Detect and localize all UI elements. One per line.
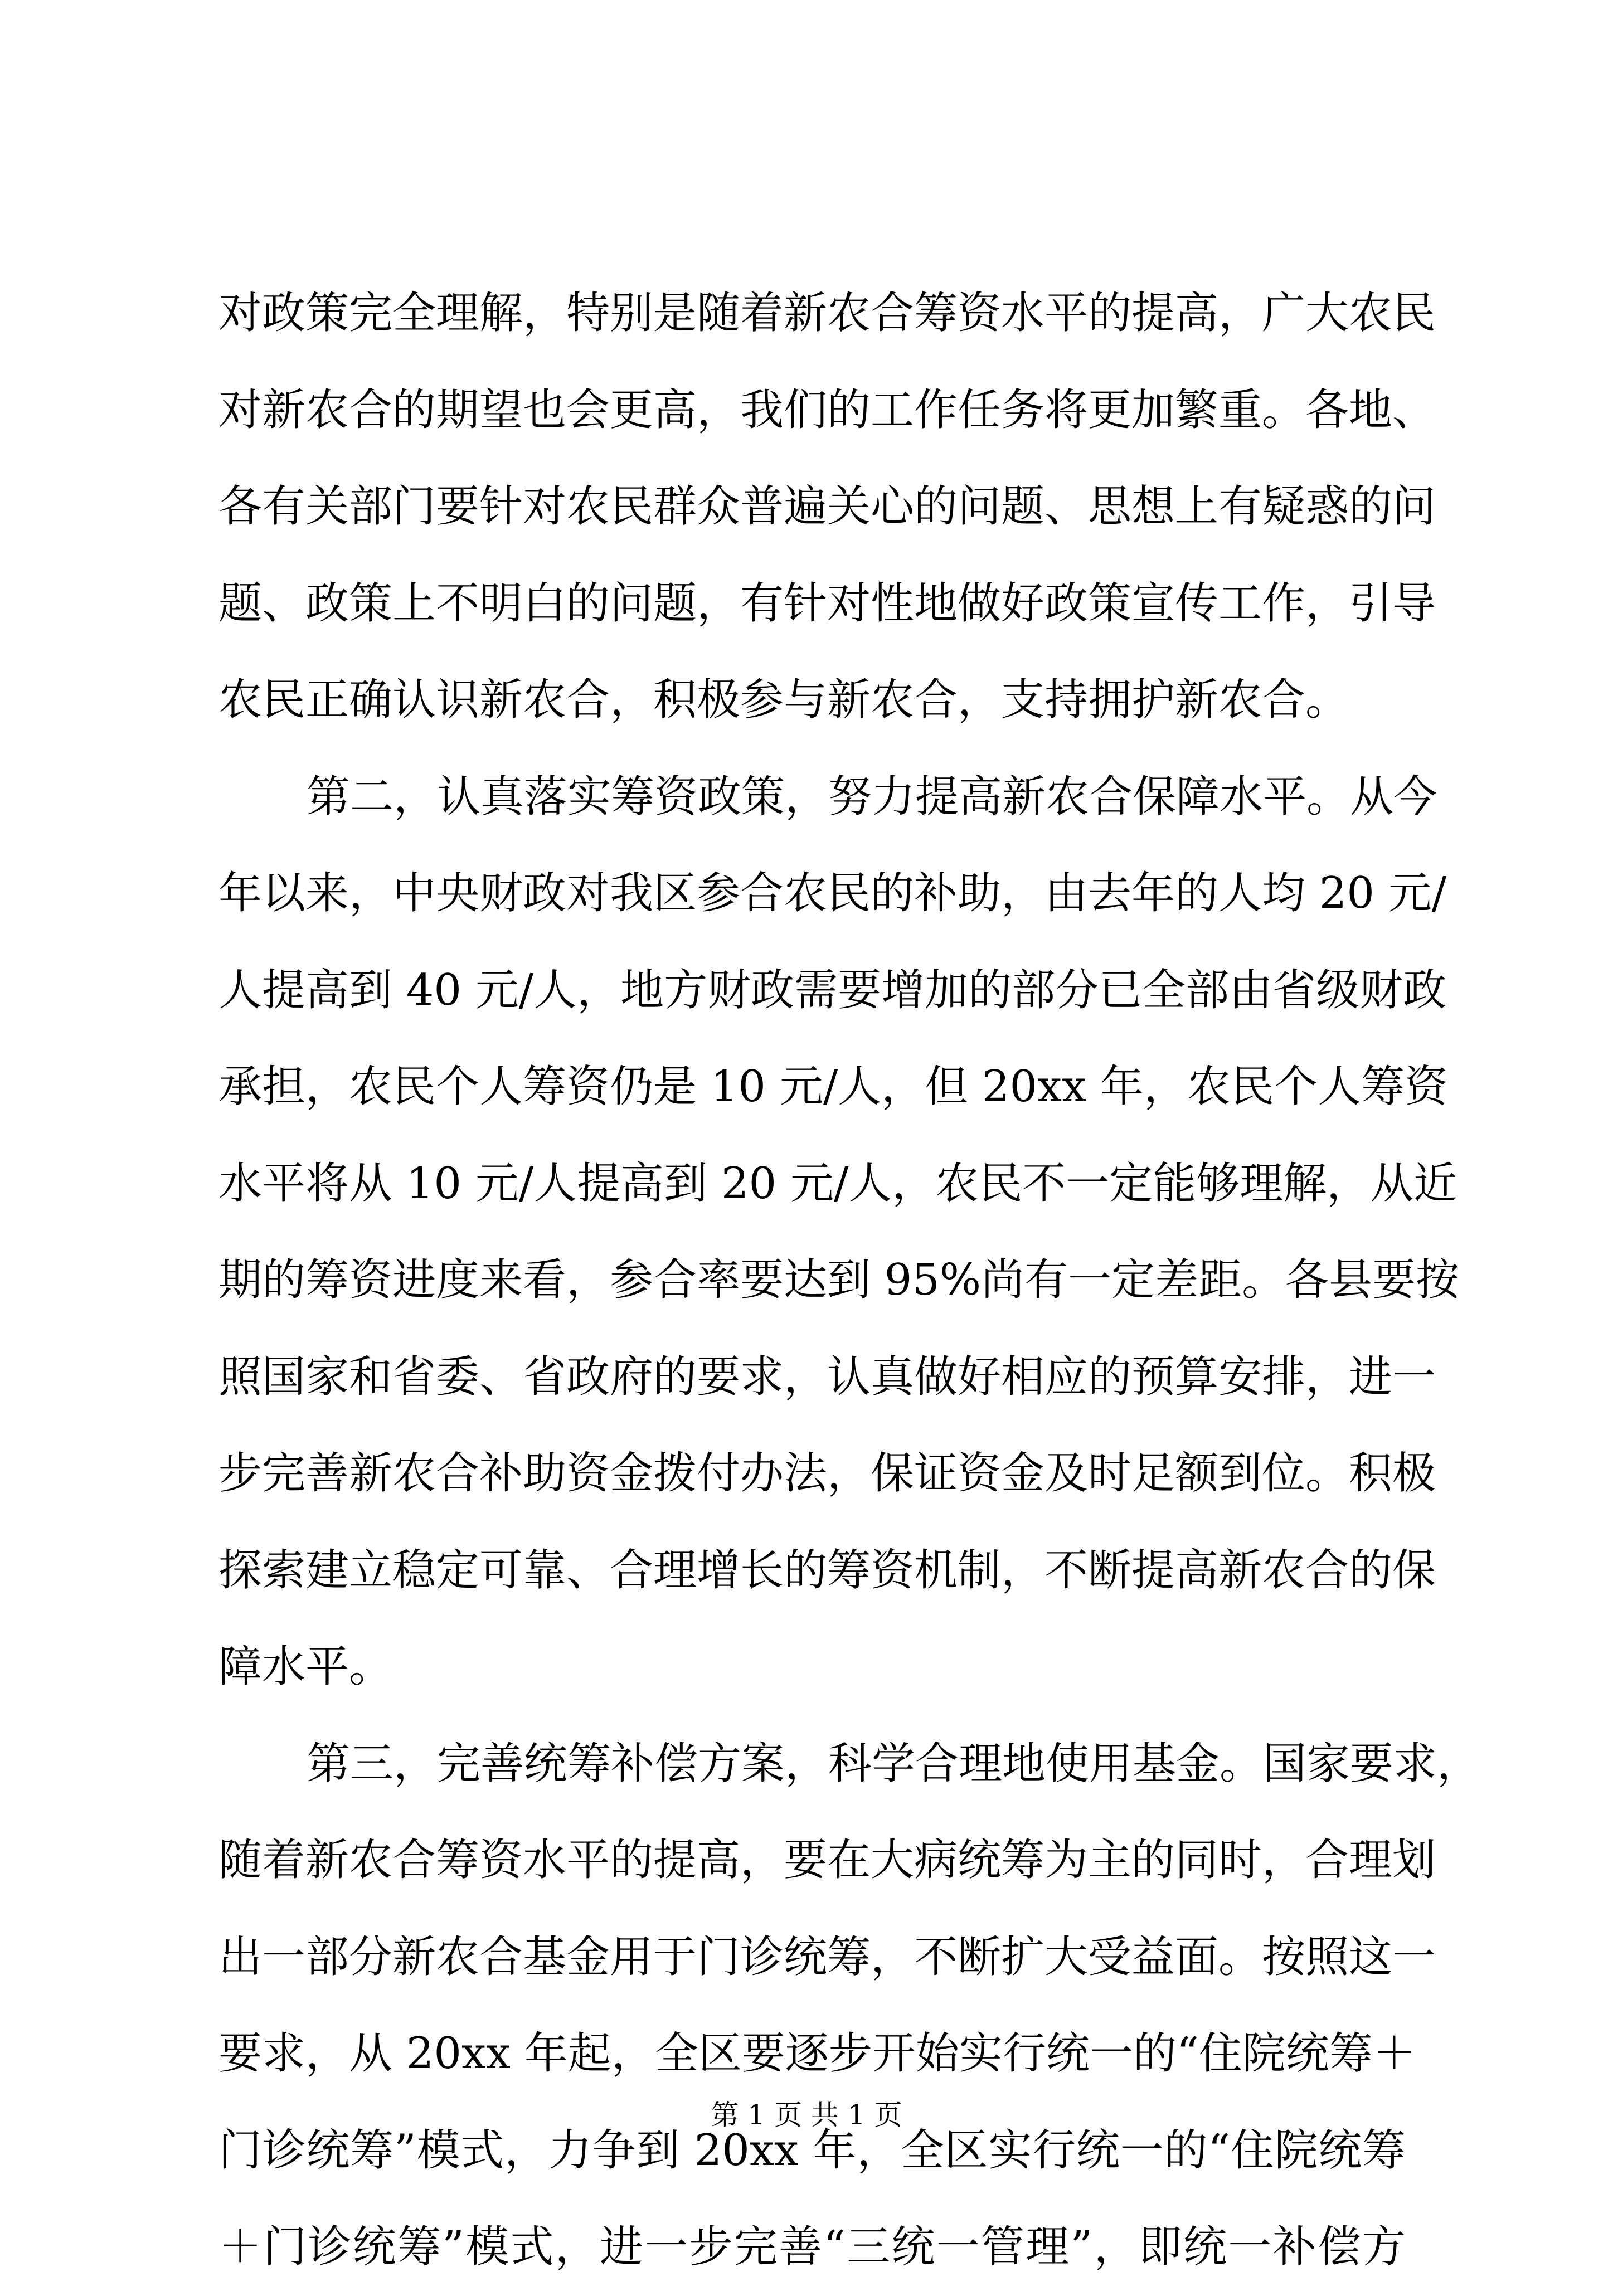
text-line: 对政策完全理解，特别是随着新农合筹资水平的提高，广大农民 xyxy=(218,288,1436,338)
text-line: 随着新农合筹资水平的提高，要在大病统筹为主的同时，合理划 xyxy=(218,1835,1436,1885)
text-line: 年以来，中央财政对我区参合农民的补助，由去年的人均 20 元/ xyxy=(218,868,1447,918)
text-line: 各有关部门要针对农民群众普遍关心的问题、思想上有疑惑的问 xyxy=(218,481,1436,532)
text-line: 障水平。 xyxy=(218,1642,393,1692)
page-footer: 第 1 页 共 1 页 xyxy=(711,2099,902,2131)
text-line: 第三，完善统筹补偿方案，科学合理地使用基金。国家要求， xyxy=(307,1738,1481,1789)
text-line: 承担，农民个人筹资仍是 10 元/人，但 20xx 年，农民个人筹资 xyxy=(218,1062,1448,1112)
text-line: 农民正确认识新农合，积极参与新农合，支持拥护新农合。 xyxy=(218,675,1349,725)
text-line: 人提高到 40 元/人，地方财政需要增加的部分已全部由省级财政 xyxy=(218,965,1447,1015)
text-line: 照国家和省委、省政府的要求，认真做好相应的预算安排，进一 xyxy=(218,1351,1436,1402)
body-text xyxy=(218,265,1481,2296)
text-line: 对新农合的期望也会更高，我们的工作任务将更加繁重。各地、 xyxy=(218,385,1436,435)
text-line: 水平将从 10 元/人提高到 20 元/人，农民不一定能够理解，从近 xyxy=(218,1158,1457,1209)
text-line: 期的筹资进度来看，参合率要达到 95%尚有一定差距。各县要按 xyxy=(218,1255,1460,1305)
text-line: 要求，从 20xx 年起，全区要逐步开始实行统一的“住院统筹＋ xyxy=(218,2029,1416,2079)
text-line: 门诊统筹”模式，力争到 20xx 年，全区实行统一的“住院统筹 xyxy=(218,2125,1406,2176)
text-line: ＋门诊统筹”模式，进一步完善“三统一管理”，即统一补偿方 xyxy=(218,2222,1406,2272)
text-line: 出一部分新农合基金用于门诊统筹，不断扩大受益面。按照这一 xyxy=(218,1932,1436,1982)
text-line: 题、政策上不明白的问题，有针对性地做好政策宣传工作，引导 xyxy=(218,578,1436,629)
text-line: 探索建立稳定可靠、合理增长的筹资机制，不断提高新农合的保 xyxy=(218,1545,1436,1595)
text-line: 第二，认真落实筹资政策，努力提高新农合保障水平。从今 xyxy=(307,771,1437,822)
text-line: 步完善新农合补助资金拨付办法，保证资金及时足额到位。积极 xyxy=(218,1448,1436,1499)
